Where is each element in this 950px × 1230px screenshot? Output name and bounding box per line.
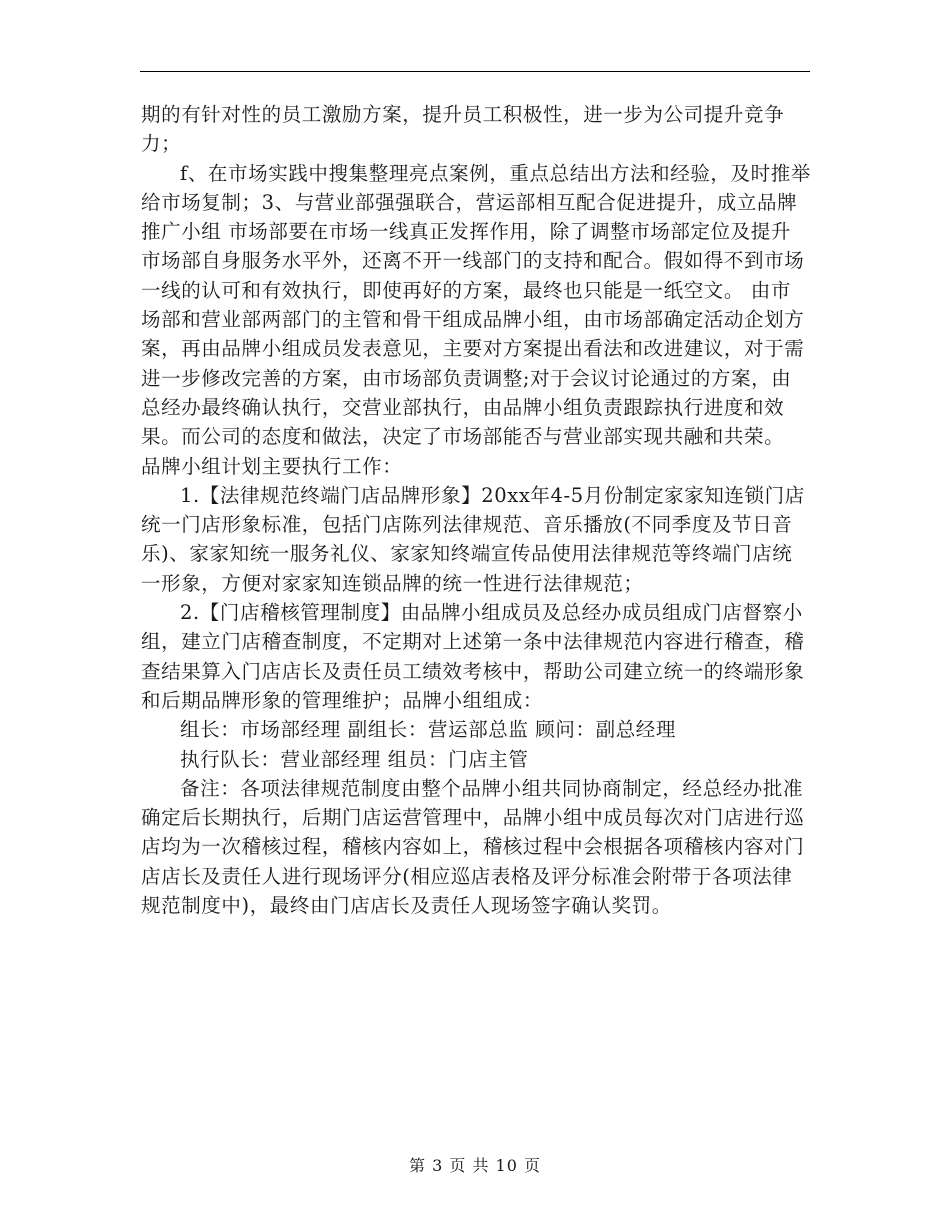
paragraph: 1.【法律规范终端门店品牌形象】20xx年4-5月份制定家家知连锁门店统一门店形象标准，包括门店陈列法律规范、音乐播放(不同季度及节日音乐)、家家知统一服务礼仪、家家知终端宣传品使用法律规范等终端门店统一形象，方便对家家知连锁品牌的统一性进行法律规范； xyxy=(141,483,805,595)
document-body xyxy=(141,100,811,920)
header-rule xyxy=(140,71,810,72)
paragraph: 执行队长：营业部经理 组员：门店主管 xyxy=(180,747,529,771)
paragraph: 备注：各项法律规范制度由整个品牌小组共同协商制定，经总经办批准确定后长期执行，后期门店运营管理中，品牌小组中成员每次对门店进行巡店均为一次稽核过程，稽核内容如上，稽核过程中会根据各项稽核内容对门店店长及责任人进行现场评分(相应巡店表格及评分标准会附带于各项法律规范制度中)，最终由门店店长及责任人现场签字确认奖罚。 xyxy=(141,776,805,918)
paragraph: f、在市场实践中搜集整理亮点案例，重点总结出方法和经验，及时推举给市场复制；3、与营业部强强联合，营运部相互配合促进提升，成立品牌推广小组 市场部要在市场一线真正发挥作用，除了调整市场部定位及提升市场部自身服务水平外，还离不开一线部门的支持和配合。假如得不到市场一线的认可和有效执行，即使再好的方案，最终也只能是一纸空文。 由市场部和营业部两部门的主管和骨干组成品牌小组，由市场部确定活动企划方案，再由品牌小组成员发表意见，主要对方案提出看法和改进建议，对于需进一步修改完善的方案，由市场部负责调整;对于会议讨论通过的方案，由总经办最终确认执行，交营业部执行，由品牌小组负责跟踪执行进度和效果。而公司的态度和做法，决定了市场部能否与营业部实现共融和共荣。 品牌小组计划主要执行工作： xyxy=(141,161,811,478)
paragraph: 2.【门店稽核管理制度】由品牌小组成员及总经办成员组成门店督察小组，建立门店稽查制度，不定期对上述第一条中法律规范内容进行稽查，稽查结果算入门店店长及责任员工绩效考核中，帮助公司建立统一的终端形象和后期品牌形象的管理维护；品牌小组组成： xyxy=(141,601,805,712)
paragraph: 组长：市场部经理 副组长：营运部总监 顾问：副总经理 xyxy=(180,718,676,742)
paragraph: 期的有针对性的员工激励方案，提升员工积极性，进一步为公司提升竞争力； xyxy=(141,103,785,156)
page-number-footer: 第 3 页 共 10 页 xyxy=(409,1156,541,1175)
